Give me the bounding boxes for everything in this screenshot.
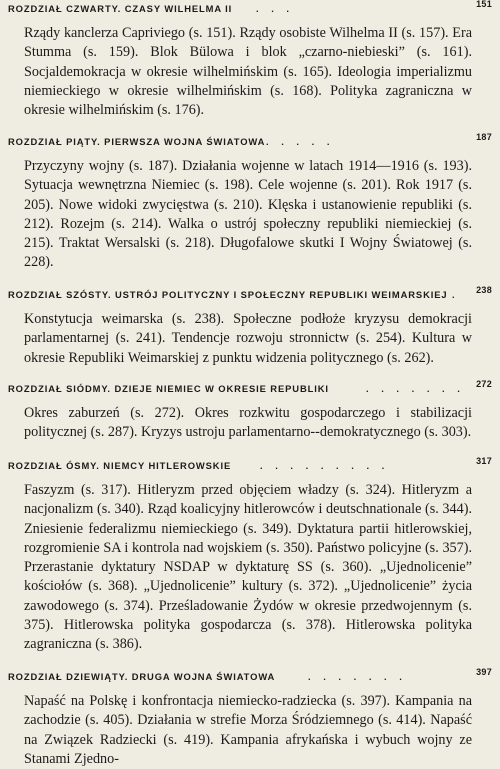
dot-leader: . . . . . . .	[366, 383, 465, 394]
chapter-title: ROZDZIAŁ PIĄTY. PIERWSZA WOJNA ŚWIATOWA	[8, 136, 266, 147]
chapter-title: ROZDZIAŁ CZWARTY. CZASY WILHELMA II	[8, 3, 233, 14]
page-number: 397	[476, 667, 492, 677]
dot-leader: . . . . .	[266, 136, 335, 147]
page-number: 238	[476, 285, 492, 295]
chapter-summary: Przyczyny wojny (s. 187). Działania wojenne w latach 1914—1916 (s. 193). Sytuacja wewnętrzna Niemiec (s. 198). Cele wojenne (s. 201). Rok 1917 (s. 205). Nowe widoki zwycięstwa (s. 210). Klęska i ustanowienie republiki (s. 212). Rozejm (s. 214). Walka o ustrój społeczny republiki niemieckiej (s. 215). Traktat Wersalski (s. 218). Długofalowe skutki I Wojny Światowej (s. 228).	[24, 158, 472, 271]
chapter-summary: Rządy kanclerza Capriviego (s. 151). Rządy osobiste Wilhelma II (s. 157). Era Stumma (s. 159). Blok Bülowa i blok „czarno-niebieski” (s. 161). Socjaldemokracja w okresie wilhelmińskim (s. 165). Ideologia imperializmu niemieckiego w okresie wilhelmińskim (s. 168). Polityka zagraniczna w okresie wilhelmińskim (s. 176).	[24, 25, 472, 119]
chapter-5	[8, 132, 492, 273]
chapter-title: ROZDZIAŁ SIÓDMY. DZIEJE NIEMIEC W OKRESIE REPUBLIKI	[8, 383, 329, 394]
chapter-title: ROZDZIAŁ DZIEWIĄTY. DRUGA WOJNA ŚWIATOWA	[8, 671, 276, 682]
chapter-heading: ROZDZIAŁ SZÓSTY. USTRÓJ POLITYCZNY I SPOŁECZNY REPUBLIKI WEIMARSKIEJ . 238	[8, 285, 492, 300]
chapter-9	[8, 667, 492, 769]
chapter-6	[8, 285, 492, 368]
page-number: 151	[476, 0, 492, 9]
dot-leader: . . . . . . . . .	[260, 460, 390, 471]
chapter-summary: Napaść na Polskę i konfrontacja niemiecko-radziecka (s. 397). Kampania na zachodzie (s. 405). Działania w strefie Morza Śródziemnego (s. 414). Napaść na Związek Radziecki (s. 419). Kampania afrykańska i wybuch wojny ze Stanami Zjedno-	[24, 693, 472, 767]
chapter-summary: Konstytucja weimarska (s. 238). Społeczne podłoże kryzysu demokracji parlamentarnej (s. 241). Tendencje rozwoju stronnictw (s. 254). Kultura w okresie Republiki Weimarskiej z punktu widzenia politycznego (s. 262).	[24, 311, 472, 366]
chapter-title: ROZDZIAŁ SZÓSTY. USTRÓJ POLITYCZNY I SPOŁECZNY REPUBLIKI WEIMARSKIEJ	[8, 289, 448, 300]
dot-leader: . . . . . . .	[308, 671, 407, 682]
chapter-summary: Okres zaburzeń (s. 272). Okres rozkwitu gospodarczego i stabilizacji politycznej (s. 287). Kryzys ustroju parlamentarno--demokratycznego (s. 303).	[24, 405, 472, 441]
chapter-8	[8, 456, 492, 655]
chapter-summary: Faszyzm (s. 317). Hitleryzm przed objęciem władzy (s. 324). Hitleryzm a nacjonalizm (s. 340). Rząd koalicyjny hitlerowców i deutschnationale (s. 344). Zniesienie federalizmu niemieckiego (s. 349). Dyktatura partii hitlerowskiej, rozgromienie SA i kontrola nad wojskiem (s. 350). Państwo policyjne (s. 357). Przerastanie dyktatury NSDAP w dyktaturę SS (s. 360). „Ujednolicenie” kościołów (s. 368). „Ujednolicenie” kultury (s. 372). „Ujednolicenie” życia zawodowego (s. 374). Prześladowanie Żydów w okresie przedwojennym (s. 375). Hitlerowska polityka gospodarcza (s. 378). Hitlerowska polityka zagraniczna (s. 386).	[24, 482, 472, 653]
chapter-heading	[8, 2, 492, 16]
chapter-7	[8, 379, 492, 443]
chapter-heading	[8, 456, 492, 473]
dot-leader: . . .	[256, 3, 295, 14]
chapter-heading	[8, 667, 492, 684]
chapter-4	[8, 2, 492, 120]
chapter-heading	[8, 132, 492, 149]
chapter-title: ROZDZIAŁ ÓSMY. NIEMCY HITLEROWSKIE	[8, 460, 232, 471]
chapter-heading	[8, 379, 492, 396]
page-number: 272	[476, 379, 492, 389]
page-number: 187	[476, 132, 492, 142]
page-number: 317	[476, 456, 492, 466]
